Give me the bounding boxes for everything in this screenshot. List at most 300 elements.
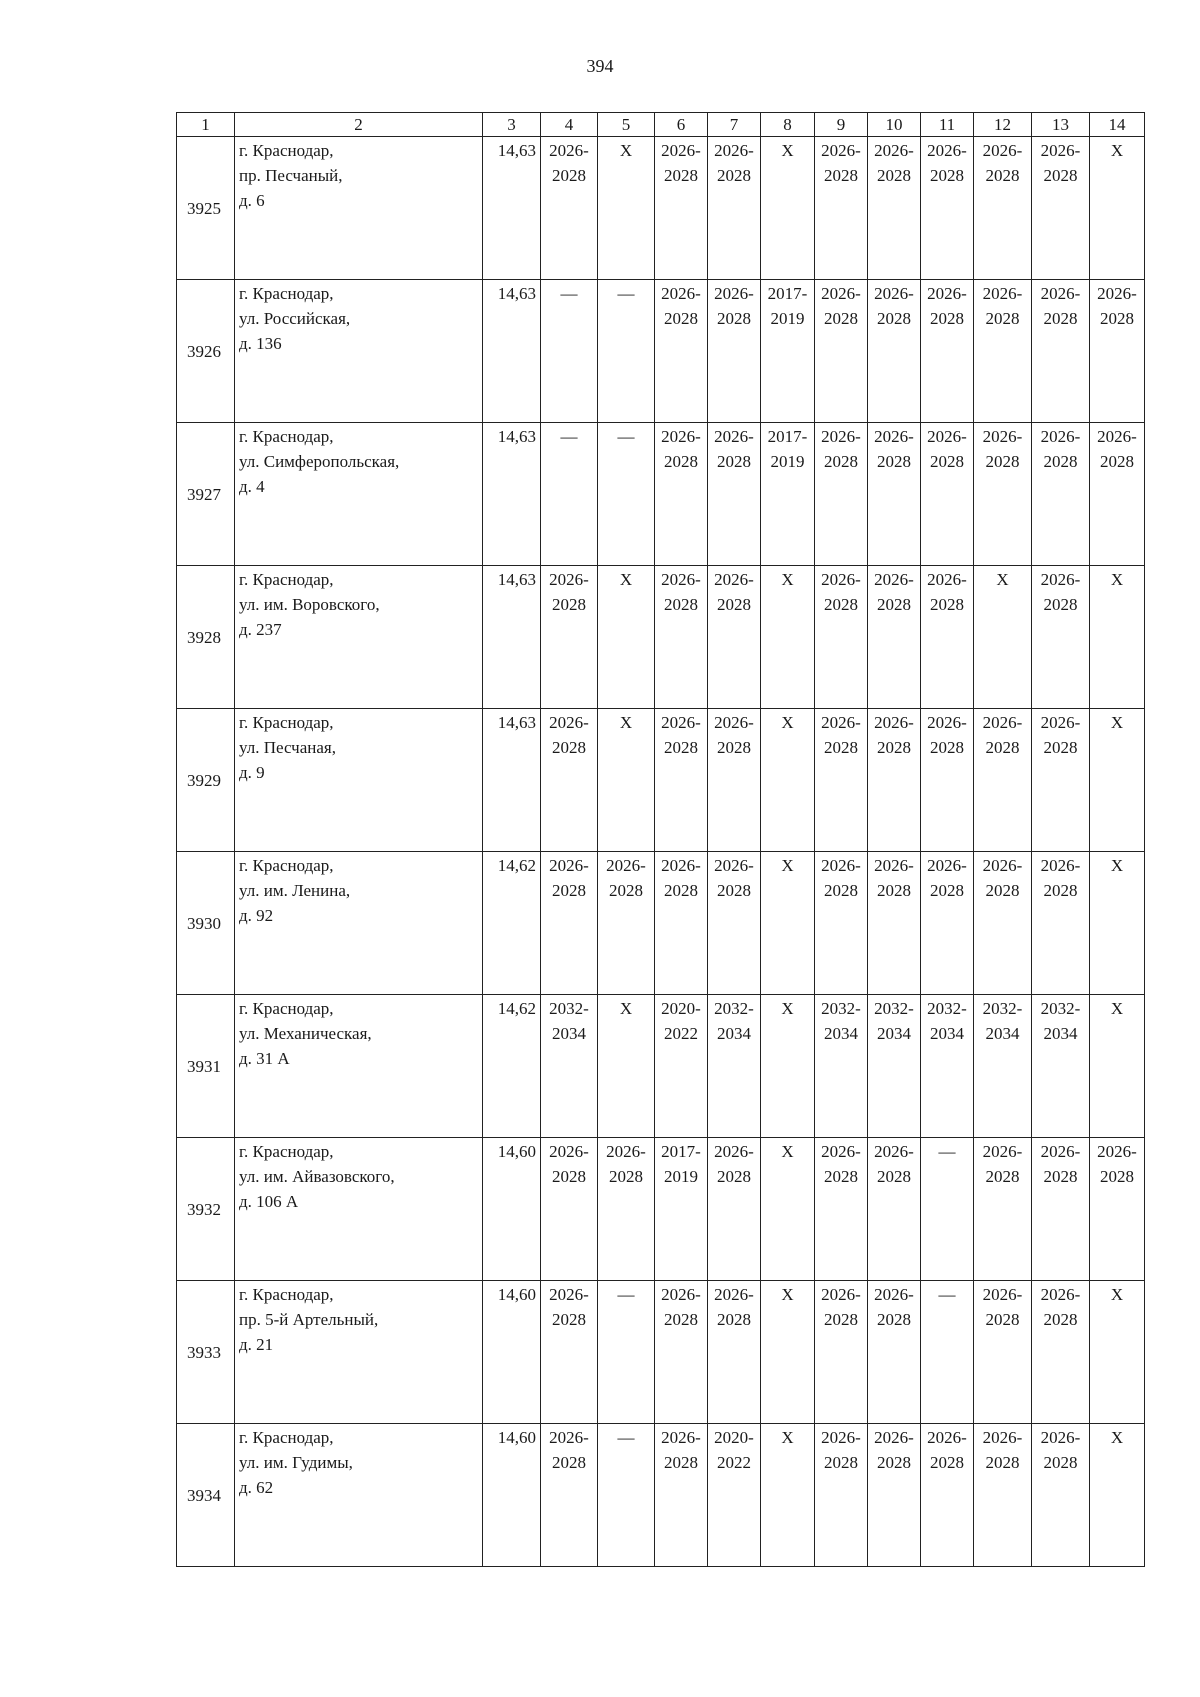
term-end: 2034 xyxy=(717,1024,751,1043)
address-line: ул. Симферопольская, xyxy=(239,452,400,471)
term-end: 2034 xyxy=(877,1024,911,1043)
term-cell-col-6 xyxy=(655,566,708,709)
term-cell-col-6 xyxy=(655,280,708,423)
term-start: 2026- xyxy=(874,284,914,303)
row-number: 3926 xyxy=(177,280,235,423)
term-end: 2028 xyxy=(985,309,1020,328)
term-cell-col-5: — xyxy=(598,280,655,423)
term-start: 2026- xyxy=(982,141,1023,160)
term-cell-col-13 xyxy=(1032,423,1090,566)
term-start: 2026- xyxy=(714,427,754,446)
term-cell-col-7 xyxy=(708,1424,761,1567)
term-start: 2032- xyxy=(982,999,1023,1018)
address-line: г. Краснодар, xyxy=(239,284,334,303)
address-line: ул. им. Воровского, xyxy=(239,595,380,614)
term-cell-col-7 xyxy=(708,423,761,566)
address-line: д. 106 А xyxy=(239,1192,299,1211)
address-line: г. Краснодар, xyxy=(239,427,334,446)
table-row xyxy=(177,280,1145,423)
term-cell-col-8: X xyxy=(761,995,815,1138)
term-cell-col-13 xyxy=(1032,995,1090,1138)
term-cell-col-5 xyxy=(598,852,655,995)
value-cell: 14,63 xyxy=(483,137,541,280)
term-end: 2028 xyxy=(877,595,911,614)
term-cell-col-6 xyxy=(655,995,708,1138)
term-start: 2026- xyxy=(661,856,701,875)
address-line: д. 9 xyxy=(239,763,265,782)
term-start: 2026- xyxy=(1040,713,1081,732)
value-cell: 14,60 xyxy=(483,1424,541,1567)
term-cell-col-10 xyxy=(868,1138,921,1281)
address-line: г. Краснодар, xyxy=(239,141,334,160)
term-cell-col-10 xyxy=(868,137,921,280)
term-start: 2026- xyxy=(661,141,701,160)
term-cell-col-8: X xyxy=(761,1424,815,1567)
address-cell xyxy=(235,709,483,852)
term-cell-col-8: X xyxy=(761,1281,815,1424)
term-start: 2026- xyxy=(1097,427,1137,446)
term-end: 2028 xyxy=(985,166,1020,185)
term-cell-col-12 xyxy=(974,1138,1032,1281)
term-cell-col-11: — xyxy=(921,1138,974,1281)
column-header-5: 5 xyxy=(598,113,655,137)
term-cell-col-9 xyxy=(815,423,868,566)
term-cell-col-5: — xyxy=(598,1424,655,1567)
address-line: ул. им. Ленина, xyxy=(239,881,351,900)
term-start: 2026- xyxy=(1040,856,1081,875)
term-cell-col-11 xyxy=(921,852,974,995)
address-line: пр. Песчаный, xyxy=(239,166,343,185)
column-header-12: 12 xyxy=(974,113,1032,137)
term-start: 2017- xyxy=(661,1142,701,1161)
term-start: 2026- xyxy=(1040,1285,1081,1304)
term-end: 2028 xyxy=(824,309,858,328)
term-end: 2034 xyxy=(552,1024,586,1043)
term-cell-col-10 xyxy=(868,1281,921,1424)
term-start: 2026- xyxy=(821,141,861,160)
term-cell-col-12: X xyxy=(974,566,1032,709)
term-cell-col-12 xyxy=(974,995,1032,1138)
term-end: 2028 xyxy=(609,881,643,900)
term-cell-col-13 xyxy=(1032,709,1090,852)
term-start: 2026- xyxy=(874,1285,914,1304)
term-start: 2026- xyxy=(661,284,701,303)
term-end: 2028 xyxy=(877,881,911,900)
term-start: 2026- xyxy=(1097,284,1137,303)
term-start: 2026- xyxy=(821,856,861,875)
row-number: 3927 xyxy=(177,423,235,566)
term-cell-col-8 xyxy=(761,423,815,566)
term-end: 2028 xyxy=(985,1453,1020,1472)
term-start: 2017- xyxy=(767,427,808,446)
term-start: 2032- xyxy=(549,999,589,1018)
term-cell-col-14: X xyxy=(1090,995,1145,1138)
address-line: ул. Механическая, xyxy=(239,1024,372,1043)
address-cell xyxy=(235,280,483,423)
term-cell-col-9 xyxy=(815,995,868,1138)
term-start: 2026- xyxy=(714,141,754,160)
term-start: 2026- xyxy=(1040,284,1081,303)
term-end: 2028 xyxy=(1043,166,1078,185)
term-cell-col-9 xyxy=(815,709,868,852)
table-row xyxy=(177,137,1145,280)
column-header-9: 9 xyxy=(815,113,868,137)
term-cell-col-10 xyxy=(868,566,921,709)
term-start: 2026- xyxy=(982,1285,1023,1304)
row-number: 3929 xyxy=(177,709,235,852)
term-cell-col-8: X xyxy=(761,852,815,995)
term-end: 2028 xyxy=(664,1310,698,1329)
term-end: 2028 xyxy=(985,738,1020,757)
term-end: 2028 xyxy=(1043,881,1078,900)
term-end: 2028 xyxy=(717,1167,751,1186)
term-end: 2028 xyxy=(664,1453,698,1472)
term-end: 2034 xyxy=(1043,1024,1078,1043)
term-cell-col-14: X xyxy=(1090,137,1145,280)
term-end: 2034 xyxy=(985,1024,1020,1043)
term-end: 2028 xyxy=(824,1310,858,1329)
term-start: 2026- xyxy=(821,284,861,303)
term-cell-col-13 xyxy=(1032,566,1090,709)
term-cell-col-4: — xyxy=(541,423,598,566)
address-line: д. 92 xyxy=(239,906,274,925)
address-cell xyxy=(235,566,483,709)
term-cell-col-14: X xyxy=(1090,1281,1145,1424)
term-cell-col-4 xyxy=(541,1424,598,1567)
term-end: 2028 xyxy=(664,309,698,328)
term-cell-col-11 xyxy=(921,995,974,1138)
term-start: 2026- xyxy=(1040,1428,1081,1447)
term-end: 2028 xyxy=(717,881,751,900)
table-body xyxy=(177,137,1145,1567)
term-cell-col-13 xyxy=(1032,852,1090,995)
term-cell-col-5: X xyxy=(598,137,655,280)
term-start: 2026- xyxy=(1040,427,1081,446)
term-start: 2026- xyxy=(821,570,861,589)
term-end: 2028 xyxy=(985,452,1020,471)
term-end: 2028 xyxy=(609,1167,643,1186)
term-start: 2026- xyxy=(927,1428,967,1447)
term-start: 2026- xyxy=(661,570,701,589)
term-cell-col-11 xyxy=(921,566,974,709)
term-start: 2026- xyxy=(661,427,701,446)
term-cell-col-11 xyxy=(921,137,974,280)
term-cell-col-4 xyxy=(541,1281,598,1424)
term-start: 2026- xyxy=(927,856,967,875)
term-start: 2020- xyxy=(661,999,701,1018)
term-end: 2028 xyxy=(717,166,751,185)
term-cell-col-14: X xyxy=(1090,1424,1145,1567)
term-cell-col-12 xyxy=(974,1281,1032,1424)
term-cell-col-4 xyxy=(541,566,598,709)
term-start: 2026- xyxy=(714,1142,754,1161)
term-end: 2019 xyxy=(770,309,805,328)
address-line: ул. им. Айвазовского, xyxy=(239,1167,395,1186)
column-header-11: 11 xyxy=(921,113,974,137)
term-cell-col-4 xyxy=(541,995,598,1138)
term-cell-col-7 xyxy=(708,1281,761,1424)
term-cell-col-13 xyxy=(1032,280,1090,423)
value-cell: 14,60 xyxy=(483,1281,541,1424)
term-start: 2026- xyxy=(927,427,967,446)
term-end: 2019 xyxy=(770,452,805,471)
term-cell-col-14: X xyxy=(1090,852,1145,995)
value-cell: 14,60 xyxy=(483,1138,541,1281)
term-end: 2034 xyxy=(930,1024,964,1043)
address-line: д. 136 xyxy=(239,334,282,353)
term-end: 2028 xyxy=(552,166,586,185)
term-cell-col-9 xyxy=(815,1281,868,1424)
row-number: 3925 xyxy=(177,137,235,280)
term-cell-col-8: X xyxy=(761,566,815,709)
address-line: д. 6 xyxy=(239,191,265,210)
term-cell-col-9 xyxy=(815,852,868,995)
term-start: 2026- xyxy=(927,141,967,160)
term-cell-col-5: X xyxy=(598,566,655,709)
term-cell-col-12 xyxy=(974,852,1032,995)
term-start: 2026- xyxy=(874,141,914,160)
term-cell-col-10 xyxy=(868,1424,921,1567)
term-start: 2026- xyxy=(549,713,589,732)
term-cell-col-5 xyxy=(598,1138,655,1281)
term-end: 2028 xyxy=(930,166,964,185)
address-line: д. 31 А xyxy=(239,1049,290,1068)
term-end: 2028 xyxy=(1100,309,1134,328)
term-cell-col-4 xyxy=(541,852,598,995)
term-start: 2026- xyxy=(714,1285,754,1304)
term-end: 2028 xyxy=(717,452,751,471)
term-end: 2028 xyxy=(824,1453,858,1472)
term-cell-col-11: — xyxy=(921,1281,974,1424)
term-end: 2028 xyxy=(717,595,751,614)
term-end: 2028 xyxy=(664,881,698,900)
term-start: 2026- xyxy=(821,713,861,732)
term-end: 2028 xyxy=(824,881,858,900)
term-end: 2028 xyxy=(824,166,858,185)
term-cell-col-9 xyxy=(815,280,868,423)
term-start: 2026- xyxy=(1040,141,1081,160)
term-start: 2026- xyxy=(982,713,1023,732)
address-line: г. Краснодар, xyxy=(239,1428,334,1447)
term-start: 2026- xyxy=(982,427,1023,446)
term-cell-col-7 xyxy=(708,852,761,995)
address-cell xyxy=(235,852,483,995)
term-start: 2026- xyxy=(821,1142,861,1161)
value-cell: 14,62 xyxy=(483,852,541,995)
value-cell: 14,63 xyxy=(483,566,541,709)
table-row xyxy=(177,852,1145,995)
term-start: 2026- xyxy=(874,856,914,875)
term-cell-col-6 xyxy=(655,423,708,566)
term-start: 2026- xyxy=(606,1142,646,1161)
term-cell-col-4 xyxy=(541,1138,598,1281)
term-start: 2032- xyxy=(927,999,967,1018)
address-line: г. Краснодар, xyxy=(239,713,334,732)
table-row xyxy=(177,1281,1145,1424)
term-start: 2026- xyxy=(661,1285,701,1304)
term-cell-col-6 xyxy=(655,1281,708,1424)
term-start: 2026- xyxy=(714,713,754,732)
term-start: 2017- xyxy=(767,284,808,303)
term-cell-col-6 xyxy=(655,852,708,995)
term-end: 2028 xyxy=(664,738,698,757)
address-cell xyxy=(235,995,483,1138)
term-end: 2028 xyxy=(930,738,964,757)
term-cell-col-9 xyxy=(815,1424,868,1567)
term-start: 2032- xyxy=(874,999,914,1018)
term-end: 2028 xyxy=(1043,452,1078,471)
term-cell-col-5: X xyxy=(598,709,655,852)
term-start: 2026- xyxy=(549,1285,589,1304)
term-end: 2028 xyxy=(1043,309,1078,328)
term-end: 2028 xyxy=(552,1310,586,1329)
row-number: 3931 xyxy=(177,995,235,1138)
table-row xyxy=(177,709,1145,852)
table-row xyxy=(177,1138,1145,1281)
term-start: 2026- xyxy=(821,427,861,446)
term-start: 2026- xyxy=(821,1428,861,1447)
term-end: 2028 xyxy=(930,1453,964,1472)
term-end: 2028 xyxy=(664,452,698,471)
address-line: д. 237 xyxy=(239,620,282,639)
term-cell-col-14 xyxy=(1090,1138,1145,1281)
term-end: 2019 xyxy=(664,1167,698,1186)
term-end: 2028 xyxy=(1043,1167,1078,1186)
term-end: 2028 xyxy=(824,595,858,614)
term-cell-col-5: — xyxy=(598,1281,655,1424)
term-start: 2026- xyxy=(927,713,967,732)
term-cell-col-7 xyxy=(708,280,761,423)
column-header-14: 14 xyxy=(1090,113,1145,137)
address-cell xyxy=(235,1138,483,1281)
term-end: 2028 xyxy=(877,452,911,471)
column-header-10: 10 xyxy=(868,113,921,137)
term-end: 2028 xyxy=(930,595,964,614)
term-cell-col-6 xyxy=(655,1424,708,1567)
term-end: 2028 xyxy=(552,1453,586,1472)
term-start: 2026- xyxy=(714,856,754,875)
term-cell-col-6 xyxy=(655,709,708,852)
term-end: 2022 xyxy=(664,1024,698,1043)
term-end: 2028 xyxy=(1100,1167,1134,1186)
term-end: 2028 xyxy=(877,1453,911,1472)
term-cell-col-4: — xyxy=(541,280,598,423)
term-start: 2026- xyxy=(874,570,914,589)
term-cell-col-12 xyxy=(974,137,1032,280)
row-number: 3932 xyxy=(177,1138,235,1281)
address-line: г. Краснодар, xyxy=(239,1285,334,1304)
column-header-4: 4 xyxy=(541,113,598,137)
term-end: 2028 xyxy=(717,1310,751,1329)
table-row xyxy=(177,423,1145,566)
term-cell-col-11 xyxy=(921,280,974,423)
term-start: 2026- xyxy=(714,570,754,589)
address-line: д. 21 xyxy=(239,1335,274,1354)
term-cell-col-6 xyxy=(655,1138,708,1281)
term-cell-col-13 xyxy=(1032,1424,1090,1567)
term-start: 2026- xyxy=(661,1428,701,1447)
term-end: 2028 xyxy=(717,309,751,328)
term-end: 2028 xyxy=(877,166,911,185)
term-start: 2026- xyxy=(1040,570,1081,589)
term-start: 2026- xyxy=(549,856,589,875)
term-cell-col-10 xyxy=(868,423,921,566)
term-end: 2028 xyxy=(1100,452,1134,471)
term-start: 2026- xyxy=(927,570,967,589)
address-line: г. Краснодар, xyxy=(239,999,334,1018)
term-cell-col-14: X xyxy=(1090,566,1145,709)
term-cell-col-12 xyxy=(974,1424,1032,1567)
term-end: 2028 xyxy=(552,738,586,757)
term-end: 2028 xyxy=(824,1167,858,1186)
term-end: 2028 xyxy=(717,738,751,757)
term-cell-col-14: X xyxy=(1090,709,1145,852)
term-start: 2026- xyxy=(1040,1142,1081,1161)
term-cell-col-12 xyxy=(974,280,1032,423)
address-cell xyxy=(235,423,483,566)
address-line: г. Краснодар, xyxy=(239,570,334,589)
column-header-1: 1 xyxy=(177,113,235,137)
term-start: 2026- xyxy=(821,1285,861,1304)
address-line: ул. Российская, xyxy=(239,309,351,328)
term-end: 2028 xyxy=(877,738,911,757)
address-line: г. Краснодар, xyxy=(239,856,334,875)
term-start: 2032- xyxy=(1040,999,1081,1018)
term-cell-col-7 xyxy=(708,137,761,280)
term-start: 2026- xyxy=(982,1142,1023,1161)
term-cell-col-14 xyxy=(1090,423,1145,566)
column-header-13: 13 xyxy=(1032,113,1090,137)
term-end: 2028 xyxy=(930,881,964,900)
term-end: 2028 xyxy=(552,1167,586,1186)
table-row xyxy=(177,995,1145,1138)
term-cell-col-13 xyxy=(1032,1138,1090,1281)
term-end: 2028 xyxy=(1043,1310,1078,1329)
address-line: д. 62 xyxy=(239,1478,274,1497)
term-cell-col-10 xyxy=(868,995,921,1138)
term-cell-col-8: X xyxy=(761,1138,815,1281)
term-start: 2026- xyxy=(1097,1142,1137,1161)
term-start: 2026- xyxy=(982,1428,1023,1447)
housing-repair-schedule-table xyxy=(176,112,1145,1567)
address-cell xyxy=(235,1281,483,1424)
term-end: 2028 xyxy=(664,595,698,614)
address-line: г. Краснодар, xyxy=(239,1142,334,1161)
term-end: 2028 xyxy=(824,738,858,757)
term-end: 2028 xyxy=(1043,595,1078,614)
term-cell-col-7 xyxy=(708,1138,761,1281)
term-cell-col-8: X xyxy=(761,709,815,852)
table-row xyxy=(177,566,1145,709)
address-line: пр. 5-й Артельный, xyxy=(239,1310,379,1329)
term-cell-col-8 xyxy=(761,280,815,423)
term-end: 2028 xyxy=(877,1310,911,1329)
term-start: 2026- xyxy=(982,856,1023,875)
column-header-8: 8 xyxy=(761,113,815,137)
term-end: 2028 xyxy=(877,309,911,328)
address-line: ул. Песчаная, xyxy=(239,738,336,757)
term-cell-col-5: — xyxy=(598,423,655,566)
term-start: 2026- xyxy=(549,1142,589,1161)
term-cell-col-8: X xyxy=(761,137,815,280)
term-end: 2028 xyxy=(985,1167,1020,1186)
term-start: 2026- xyxy=(982,284,1023,303)
term-cell-col-7 xyxy=(708,566,761,709)
term-end: 2028 xyxy=(877,1167,911,1186)
term-end: 2028 xyxy=(985,1310,1020,1329)
table-row xyxy=(177,1424,1145,1567)
value-cell: 14,63 xyxy=(483,423,541,566)
